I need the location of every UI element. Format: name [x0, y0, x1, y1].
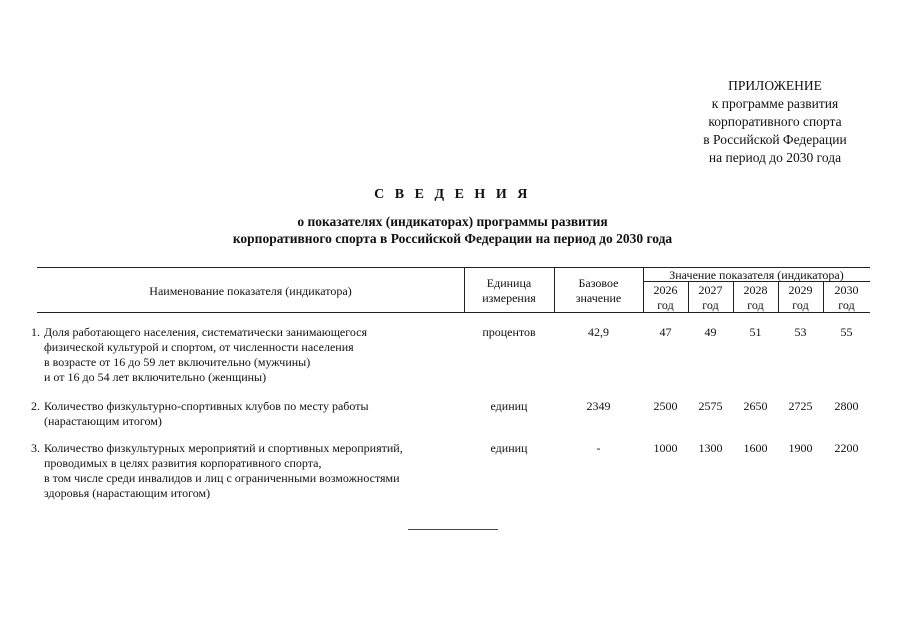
row-value: 2575	[698, 399, 723, 413]
appendix-line: корпоративного спорта	[708, 114, 842, 129]
row-name-line: Количество физкультурно-спортивных клубов по месту работы	[44, 399, 369, 413]
header-base-line: значение	[575, 291, 622, 305]
row-name-line: Количество физкультурных мероприятий и спортивных мероприятий,	[44, 441, 403, 455]
row-value: 1900	[788, 441, 813, 455]
appendix-line: к программе развития	[711, 96, 839, 111]
row-base: 42,9	[588, 325, 609, 339]
row-value: 53	[794, 325, 807, 339]
table-row-name	[22, 399, 467, 429]
header-year-2030	[823, 283, 870, 313]
header-values-group: Значение показателя (индикатора)	[669, 268, 844, 282]
year-label: 2030	[834, 283, 859, 297]
header-name: Наименование показателя (индикатора)	[149, 284, 352, 298]
year-word: год	[838, 298, 855, 312]
header-year-2026	[643, 283, 688, 313]
row-name-line: физической культурой и спортом, от численности населения	[44, 340, 354, 354]
closing-rule	[408, 529, 498, 530]
row-name-line: и от 16 до 54 лет включительно (женщины)	[44, 370, 267, 384]
year-word: год	[792, 298, 809, 312]
document-heading: С В Е Д Е Н И Я	[374, 187, 531, 202]
row-base: 2349	[586, 399, 611, 413]
row-base: -	[596, 441, 601, 455]
header-unit-line: измерения	[482, 291, 536, 305]
year-label: 2028	[743, 283, 768, 297]
year-label: 2027	[698, 283, 723, 297]
year-word: год	[747, 298, 764, 312]
year-word: год	[657, 298, 674, 312]
subtitle-line: о показателях (индикаторах) программы развития	[297, 214, 608, 229]
row-unit: процентов	[482, 325, 536, 339]
row-name-line: Доля работающего населения, систематически занимающегося	[44, 325, 368, 339]
year-label: 2026	[653, 283, 678, 297]
row-name-line: в возрасте от 16 до 59 лет включительно (мужчины)	[44, 355, 311, 369]
header-unit	[464, 276, 554, 306]
row-value: 1300	[698, 441, 723, 455]
year-label: 2029	[788, 283, 813, 297]
header-year-2029	[778, 283, 823, 313]
subtitle-line: корпоративного спорта в Российской Федерации на период до 2030 года	[232, 231, 673, 246]
row-value: 1000	[653, 441, 678, 455]
header-year-2028	[733, 283, 778, 313]
row-value: 49	[704, 325, 717, 339]
header-year-2027	[688, 283, 733, 313]
appendix-line: в Российской Федерации	[703, 132, 847, 147]
row-name-line: (нарастающим итогом)	[44, 414, 162, 428]
row-value: 1600	[743, 441, 768, 455]
row-unit: единиц	[490, 399, 528, 413]
appendix-line: на период до 2030 года	[708, 150, 842, 165]
header-base-line: Базовое	[578, 276, 619, 290]
row-value: 2200	[834, 441, 859, 455]
row-index: 1.	[31, 325, 40, 339]
table-row-name	[22, 325, 467, 385]
row-name-line: проводимых в целях развития корпоративного спорта,	[44, 456, 322, 470]
appendix-block	[640, 77, 905, 167]
row-value: 2725	[788, 399, 813, 413]
appendix-title: ПРИЛОЖЕНИЕ	[728, 78, 822, 93]
row-value: 2650	[743, 399, 768, 413]
row-value: 47	[659, 325, 672, 339]
row-value: 2800	[834, 399, 859, 413]
row-value: 2500	[653, 399, 678, 413]
row-value: 55	[840, 325, 853, 339]
row-index: 3.	[31, 441, 40, 455]
table-row-name	[22, 441, 467, 501]
header-base	[554, 276, 643, 306]
header-unit-line: Единица	[486, 276, 532, 290]
row-unit: единиц	[490, 441, 528, 455]
row-value: 51	[749, 325, 762, 339]
row-name-line: здоровья (нарастающим итогом)	[44, 486, 211, 500]
document-subtitle	[0, 213, 905, 247]
year-word: год	[702, 298, 719, 312]
row-index: 2.	[31, 399, 40, 413]
row-name-line: в том числе среди инвалидов и лиц с ограниченными возможностями	[44, 471, 400, 485]
